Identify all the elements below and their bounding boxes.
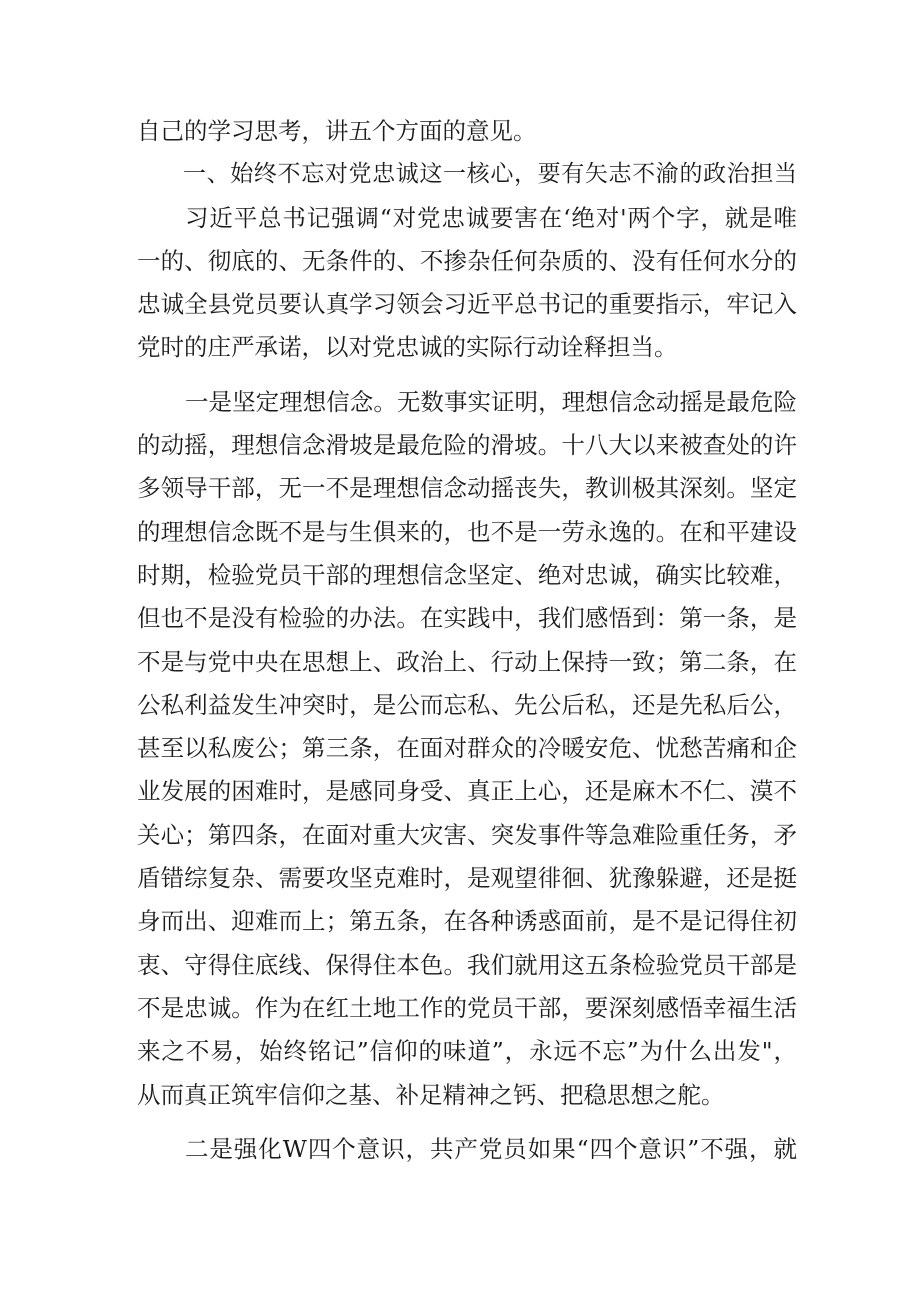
- text-line: 身而出、迎难而上；第五条，在各种诱惑面前，是不是记得住初: [137, 907, 797, 936]
- text-line: 时期，检验党员干部的理想信念坚定、绝对忠诚，确实比较难，: [137, 560, 797, 589]
- text-line: 但也不是没有检验的办法。在实践中，我们感悟到：第一条，是: [137, 604, 797, 633]
- text-line: 的理想信念既不是与生俱来的，也不是一劳永逸的。在和平建设: [137, 517, 797, 546]
- text-line: 甚至以私废公；第三条，在面对群众的冷暖安危、忧愁苦痛和企: [137, 734, 797, 763]
- text-line: 来之不易，始终铭记”信仰的味道”，永远不忘”为什么出发"，: [137, 1037, 797, 1066]
- text-line: 自己的学习思考，讲五个方面的意见。: [137, 117, 537, 145]
- text-line: 忠诚全县党员要认真学习领会习近平总书记的重要指示，牢记入: [137, 290, 797, 319]
- text-line: 业发展的困难时，是感同身受、真正上心，还是麻木不仁、漠不: [137, 777, 797, 806]
- text-line: 盾错综复杂、需要攻坚克难时，是观望徘徊、犹豫躲避，还是挺: [137, 864, 797, 893]
- text-line: 一的、彻底的、无条件的、不掺杂任何杂质的、没有任何水分的: [137, 246, 797, 275]
- paragraph-gap: [137, 1117, 797, 1128]
- text-line: 不是忠诚。作为在红土地工作的党员干部，要深刻感悟幸福生活: [137, 993, 797, 1022]
- text-line: 多领导干部，无一不是理想信念动摇丧失，教训极其深刻。坚定: [137, 474, 797, 503]
- paragraph-first-line: 二是强化W四个意识，共产党员如果“四个意识”不强，就: [185, 1134, 797, 1163]
- text-line: 党时的庄严承诺，以对党忠诚的实际行动诠释担当。: [137, 333, 678, 362]
- paragraph-gap: [137, 370, 797, 381]
- document-page: [137, 110, 797, 1171]
- text-line: 的动摇，理想信念滑坡是最危险的滑坡。十八大以来被查处的许: [137, 431, 797, 460]
- text-line: 不是与党中央在思想上、政治上、行动上保持一致；第二条，在: [137, 647, 797, 676]
- section-heading: 一、始终不忘对党忠诚这一核心，要有矢志不渝的政治担当: [183, 161, 797, 188]
- paragraph-first-line: 一是坚定理想信念。无数事实证明，理想信念动摇是最危险: [185, 387, 797, 416]
- text-line: 关心；第四条，在面对重大灾害、突发事件等急难险重任务，矛: [137, 820, 797, 849]
- text-line: 从而真正筑牢信仰之基、补足精神之钙、把稳思想之舵。: [137, 1080, 725, 1109]
- text-line: 衷、守得住底线、保得住本色。我们就用这五条检验党员干部是: [137, 950, 797, 979]
- paragraph-first-line: 习近平总书记强调“对党忠诚要害在‘绝对'两个字，就是唯: [185, 203, 797, 232]
- text-line: 公私利益发生冲突时，是公而忘私、先公后私，还是先私后公，: [137, 690, 797, 719]
